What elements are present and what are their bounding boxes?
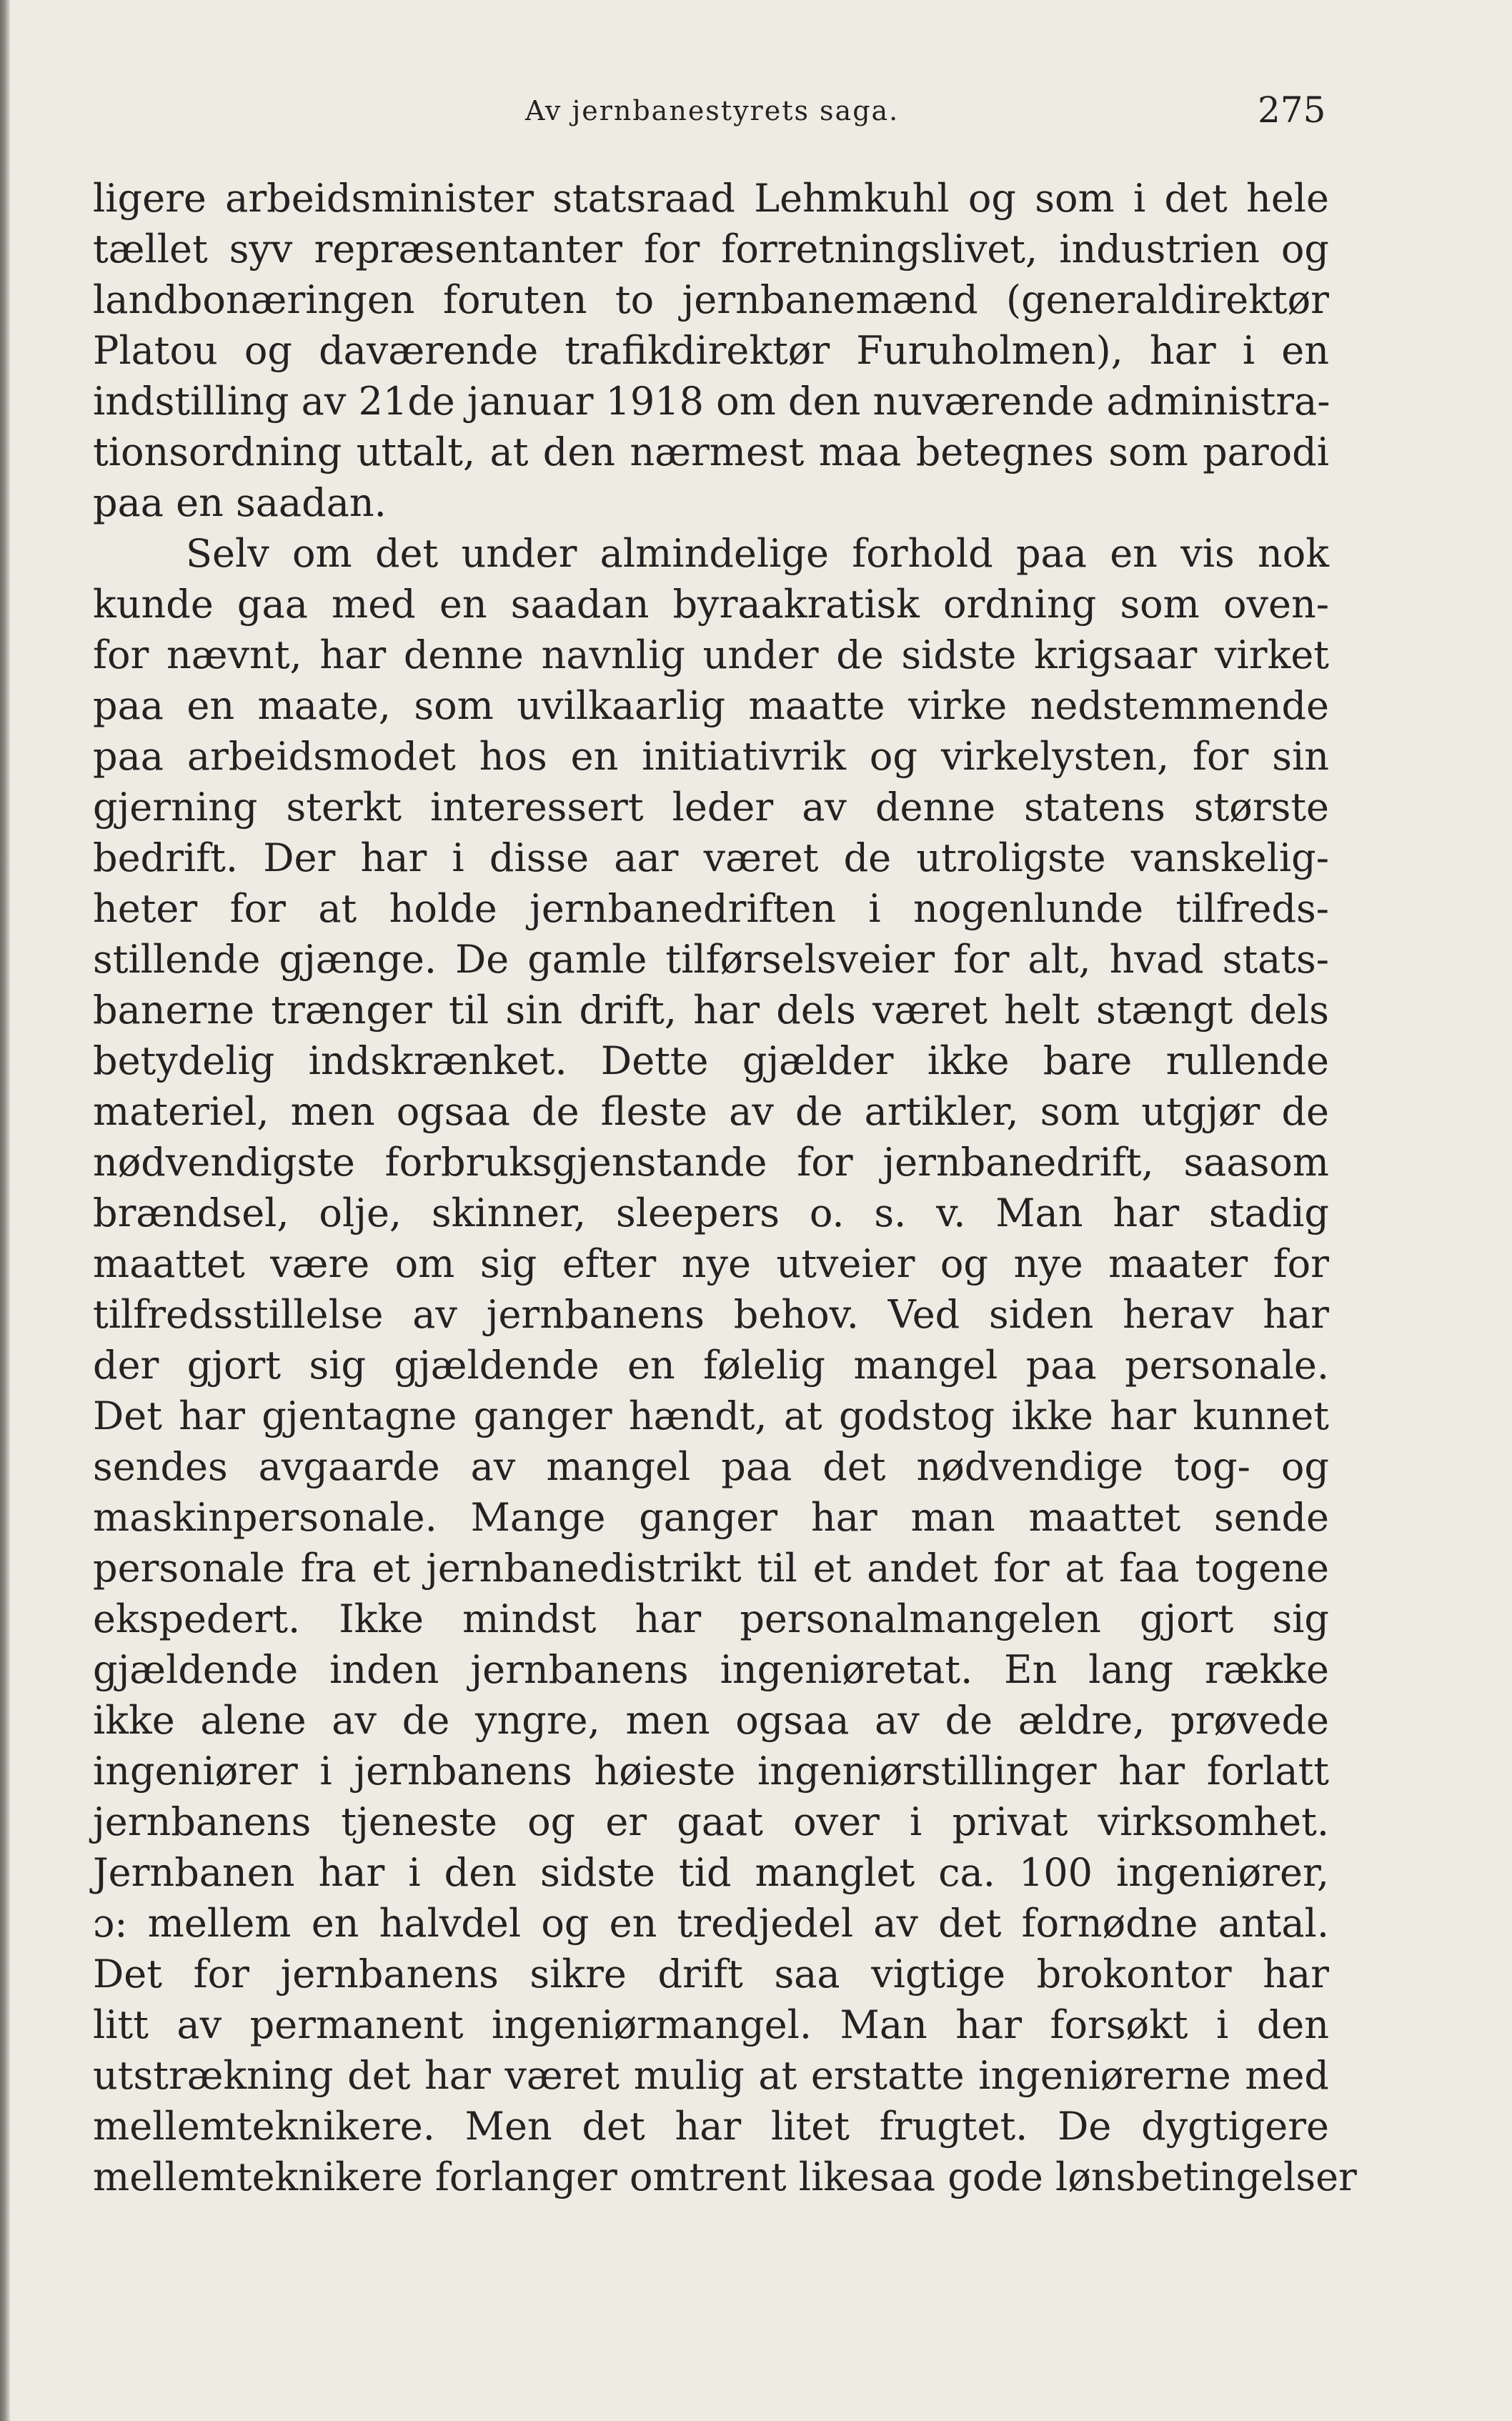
text-line: paa en saadan. [93, 480, 387, 525]
text-line: mellemteknikere. Men det har litet frugtet. De dygtigere [93, 2104, 1329, 2149]
text-line: Jernbanen har i den sidste tid manglet ca. 100 ingeniører, [93, 1850, 1329, 1895]
text-line: personale fra et jernbanedistrikt til et andet for at faa togene [93, 1546, 1329, 1591]
text-line: for nævnt, har denne navnlig under de sidste krigsaar virket [93, 632, 1329, 677]
text-line: nødvendigste forbruksgjenstande for jernbanedrift, saasom [93, 1140, 1329, 1185]
text-line: ingeniører i jernbanens høieste ingeniørstillinger har forlatt [93, 1749, 1329, 1794]
text-line: landbonæringen foruten to jernbanemænd (generaldirektør [93, 277, 1329, 322]
running-title: Av jernbanestyrets saga. [525, 95, 900, 126]
text-line: kunde gaa med en saadan byraakratisk ordning som oven- [93, 582, 1329, 627]
text-line: heter for at holde jernbanedriften i nogenlunde tilfreds- [93, 886, 1329, 931]
text-line: maskinpersonale. Mange ganger har man maattet sende [93, 1495, 1329, 1540]
running-header [0, 82, 1512, 146]
page-number: 275 [1258, 89, 1326, 131]
page-binding-edge [0, 0, 10, 2421]
paragraph [93, 173, 1329, 528]
text-line: gjældende inden jernbanens ingeniøretat. En lang række [93, 1647, 1329, 1692]
text-line: der gjort sig gjældende en følelig mangel paa personale. [93, 1343, 1329, 1388]
text-line: paa en maate, som uvilkaarlig maatte virke nedstemmende [93, 683, 1329, 728]
text-line: materiel, men ogsaa de fleste av de artikler, som utgjør de [93, 1089, 1329, 1134]
text-line: Selv om det under almindelige forhold paa en vis nok [186, 531, 1329, 576]
text-line: Det har gjentagne ganger hændt, at godstog ikke har kunnet [93, 1393, 1329, 1438]
text-line: ekspedert. Ikke mindst har personalmangelen gjort sig [93, 1596, 1329, 1641]
text-line: Platou og daværende trafikdirektør Furuholmen), har i en [93, 328, 1329, 373]
text-line: banerne trænger til sin drift, har dels været helt stængt dels [93, 988, 1329, 1033]
text-line: tionsordning uttalt, at den nærmest maa betegnes som parodi [93, 429, 1329, 474]
text-line: ɔ: mellem en halvdel og en tredjedel av det fornødne antal. [93, 1901, 1329, 1946]
text-line: indstilling av 21de januar 1918 om den nuværende administra- [93, 379, 1331, 424]
text-line: Det for jernbanens sikre drift saa vigtige brokontor har [93, 1952, 1329, 1997]
text-line: utstrækning det har været mulig at erstatte ingeniørerne med [93, 2053, 1329, 2098]
body-text [93, 173, 1357, 2202]
text-line: ikke alene av de yngre, men ogsaa av de ældre, prøvede [93, 1698, 1329, 1743]
text-line: jernbanens tjeneste og er gaat over i privat virksomhet. [93, 1799, 1329, 1844]
text-line: betydelig indskrænket. Dette gjælder ikke bare rullende [93, 1038, 1329, 1083]
text-line: maattet være om sig efter nye utveier og nye maater for [93, 1241, 1329, 1286]
text-line: brændsel, olje, skinner, sleepers o. s. v. Man har stadig [93, 1190, 1329, 1236]
paragraph [93, 528, 1357, 2202]
text-line: tilfredsstillelse av jernbanens behov. Ved siden herav har [93, 1292, 1329, 1337]
text-line: bedrift. Der har i disse aar været de utroligste vanskelig- [93, 835, 1329, 880]
text-line: tællet syv repræsentanter for forretningslivet, industrien og [93, 227, 1329, 272]
text-line: ligere arbeidsminister statsraad Lehmkuhl og som i det hele [93, 176, 1329, 221]
text-line: stillende gjænge. De gamle tilførselsveier for alt, hvad stats- [93, 937, 1329, 982]
text-line: mellemteknikere forlanger omtrent likesaa gode lønsbetingelser [93, 2154, 1357, 2199]
text-line: litt av permanent ingeniørmangel. Man har forsøkt i den [93, 2002, 1329, 2047]
text-line: paa arbeidsmodet hos en initiativrik og virkelysten, for sin [93, 734, 1329, 779]
text-line: sendes avgaarde av mangel paa det nødvendige tog- og [93, 1444, 1329, 1489]
text-line: gjerning sterkt interessert leder av denne statens største [93, 785, 1329, 830]
